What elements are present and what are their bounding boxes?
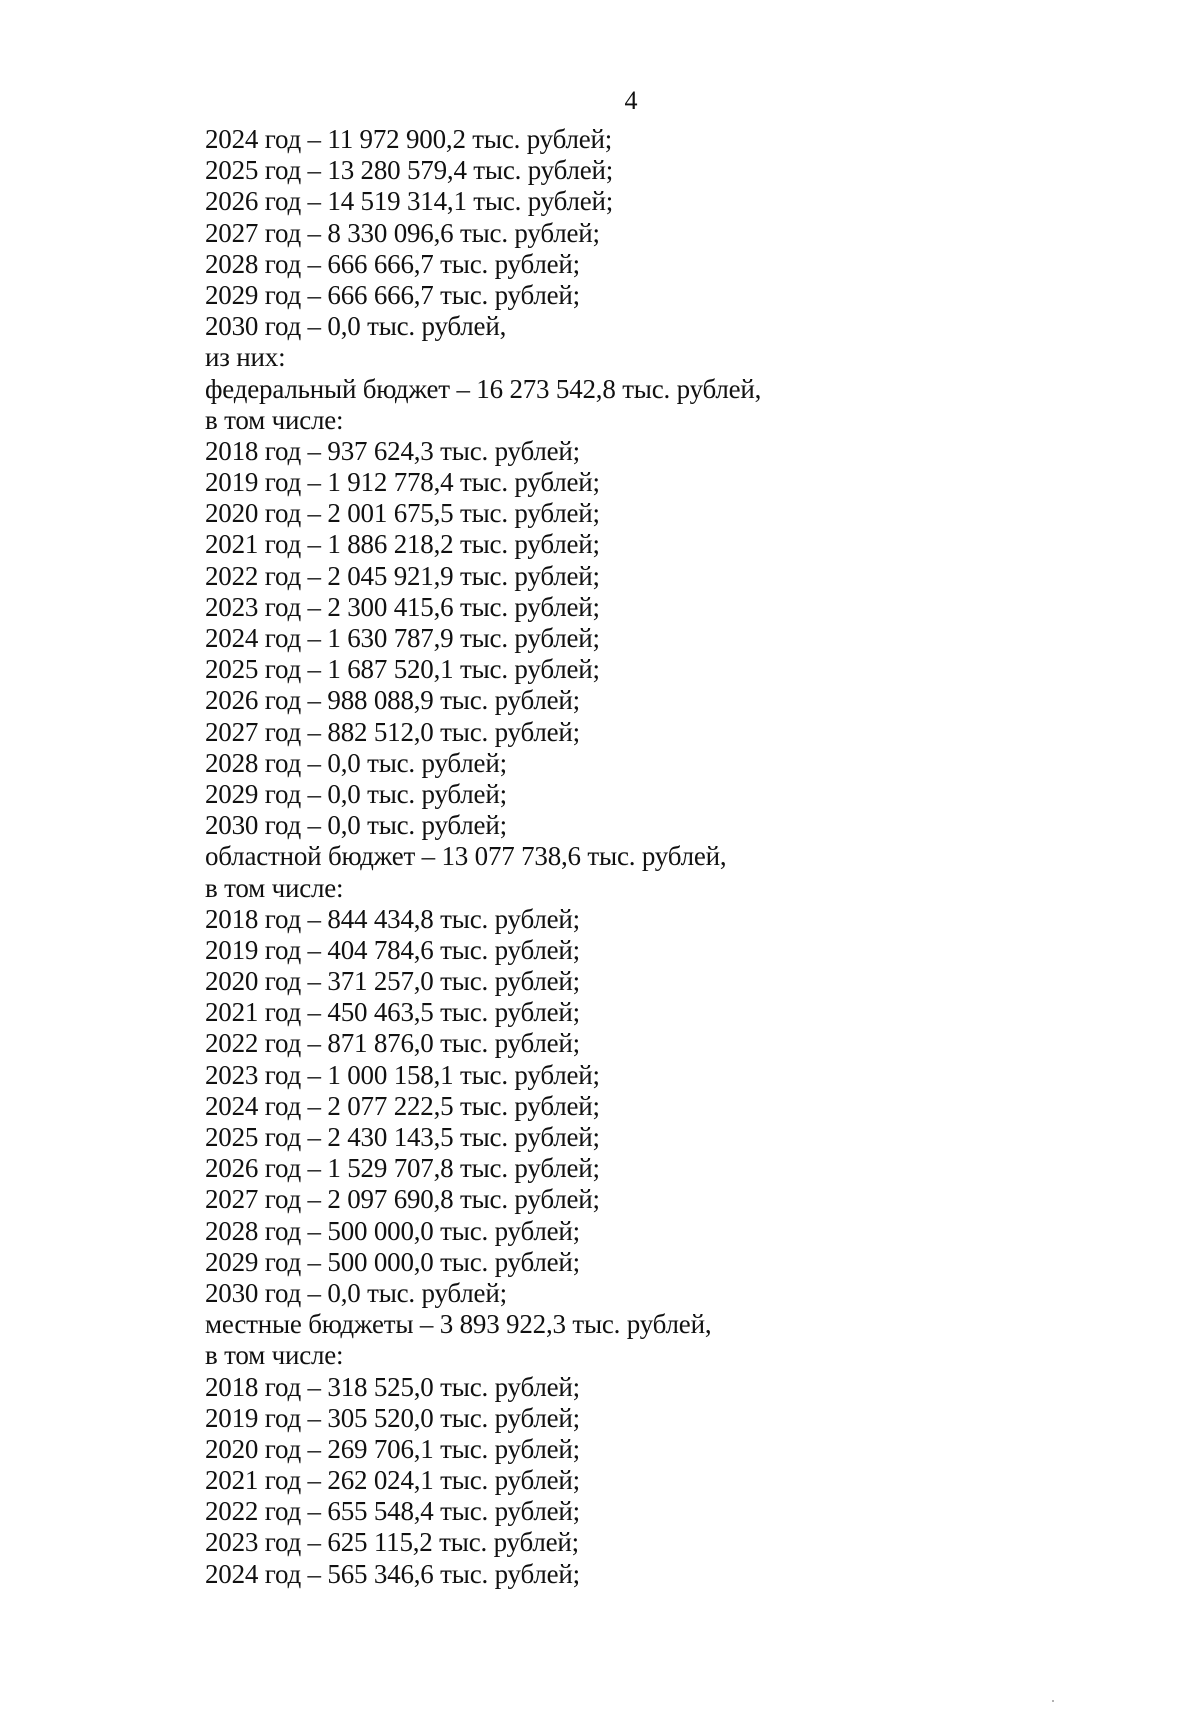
section-heading-local: местные бюджеты – 3 893 922,3 тыс. рублей, [205,1309,712,1340]
section-heading-regional: областной бюджет – 13 077 738,6 тыс. рублей, [205,841,727,872]
page-number: 4 [624,86,638,115]
text-line: 2025 год – 13 280 579,4 тыс. рублей; [205,155,614,186]
text-line: 2024 год – 11 972 900,2 тыс. рублей; [205,124,613,154]
text-line: 2027 год – 2 097 690,8 тыс. рублей; [205,1184,600,1215]
text-line: 2022 год – 655 548,4 тыс. рублей; [205,1496,580,1527]
scan-speck [1052,1700,1054,1702]
text-line: 2029 год – 666 666,7 тыс. рублей; [205,279,580,310]
text-line: 2020 год – 2 001 675,5 тыс. рублей; [205,498,600,529]
text-line: 2022 год – 2 045 921,9 тыс. рублей; [205,560,600,591]
text-line: 2030 год – 0,0 тыс. рублей; [205,1277,507,1308]
text-line: 2023 год – 1 000 158,1 тыс. рублей; [205,1059,600,1090]
text-line: в том числе: [205,404,344,435]
text-line: 2018 год – 844 434,8 тыс. рублей; [205,903,580,934]
text-line: 2018 год – 318 525,0 тыс. рублей; [205,1371,580,1402]
text-line: 2027 год – 882 512,0 тыс. рублей; [205,716,580,747]
text-line: 2023 год – 2 300 415,6 тыс. рублей; [205,591,600,622]
text-line: 2025 год – 1 687 520,1 тыс. рублей; [205,654,600,685]
text-line: 2027 год – 8 330 096,6 тыс. рублей; [205,217,600,248]
text-line: 2022 год – 871 876,0 тыс. рублей; [205,1028,580,1059]
text-line: в том числе: [205,872,344,903]
text-line: 2021 год – 450 463,5 тыс. рублей; [205,997,580,1028]
text-line: в том числе: [205,1340,344,1371]
text-line: 2028 год – 0,0 тыс. рублей; [205,747,507,778]
text-line: 2021 год – 262 024,1 тыс. рублей; [205,1465,580,1496]
text-line: 2026 год – 14 519 314,1 тыс. рублей; [205,186,614,217]
text-line: 2028 год – 666 666,7 тыс. рублей; [205,248,580,279]
text-line: 2029 год – 500 000,0 тыс. рублей; [205,1246,580,1277]
text-line: 2028 год – 500 000,0 тыс. рублей; [205,1215,580,1246]
text-line: 2019 год – 1 912 778,4 тыс. рублей; [205,467,600,498]
text-line: 2019 год – 305 520,0 тыс. рублей; [205,1402,580,1433]
document-body [205,124,1105,1590]
text-line: 2029 год – 0,0 тыс. рублей; [205,778,507,809]
text-line: 2020 год – 371 257,0 тыс. рублей; [205,966,580,997]
section-heading-federal: федеральный бюджет – 16 273 542,8 тыс. рублей, [205,373,762,404]
text-line: 2018 год – 937 624,3 тыс. рублей; [205,435,580,466]
text-line: 2030 год – 0,0 тыс. рублей, [205,311,507,342]
text-line: 2020 год – 269 706,1 тыс. рублей; [205,1433,580,1464]
text-line: 2025 год – 2 430 143,5 тыс. рублей; [205,1122,600,1152]
text-line: 2023 год – 625 115,2 тыс. рублей; [205,1527,579,1558]
text-line: 2024 год – 2 077 222,5 тыс. рублей; [205,1090,600,1121]
text-line: 2030 год – 0,0 тыс. рублей; [205,810,507,841]
text-line: 2024 год – 1 630 787,9 тыс. рублей; [205,623,600,653]
text-line: 2021 год – 1 886 218,2 тыс. рублей; [205,529,600,560]
text-line: 2026 год – 988 088,9 тыс. рублей; [205,685,580,716]
text-line: 2024 год – 565 346,6 тыс. рублей; [205,1558,580,1589]
text-line: 2019 год – 404 784,6 тыс. рублей; [205,934,580,965]
text-line: из них: [205,342,286,373]
text-line: 2026 год – 1 529 707,8 тыс. рублей; [205,1153,600,1184]
